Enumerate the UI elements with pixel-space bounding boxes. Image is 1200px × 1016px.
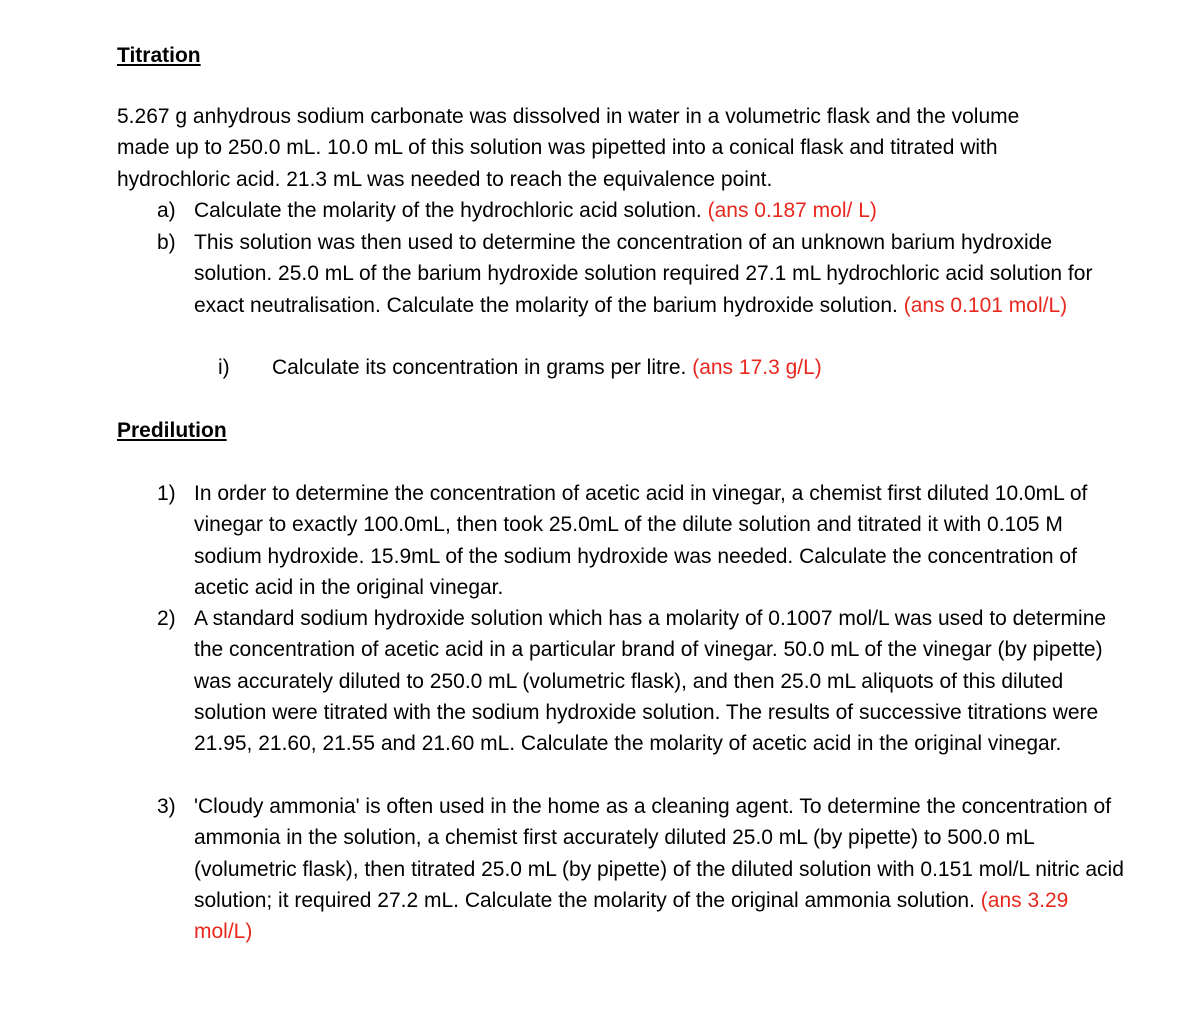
answer-text: (ans 0.187 mol/ L) [707, 199, 877, 222]
titration-intro: 5.267 g anhydrous sodium carbonate was dissolved in water in a volumetric flask and the volume made up to 250.0 mL. 10.0 mL of this solution was pipetted into a conical flask and titrated with hydrochloric acid. 21.3 mL was needed to reach the equivalence point. [117, 105, 1020, 191]
question-label: a) [157, 199, 176, 222]
question-text: A standard sodium hydroxide solution which has a molarity of 0.1007 mol/L was used to determine the concentration of acetic acid in a particular brand of vinegar. 50.0 mL of the vinegar (by pipette) was accurately diluted to 250.0 mL (volumetric flask), and then 25.0 mL aliquots of this diluted solution were titrated with the sodium hydroxide solution. The results of successive titrations were 21.95, 21.60, 21.55 and 21.60 mL. Calculate the molarity of acetic acid in the original vinegar. [194, 607, 1107, 756]
answer-text: (ans 3.29 mol/L) [194, 888, 1069, 944]
question-label: 1) [157, 482, 176, 505]
section-heading-titration: Titration [117, 44, 201, 67]
question-text: 'Cloudy ammonia' is often used in the home as a cleaning agent. To determine the concentration of ammonia in the solution, a chemist first accurately diluted 25.0 mL (by pipette) to 500.0 mL (volumetric flask), then titrated 25.0 mL (by pipette) of the diluted solution with 0.151 mol/L nitric acid solution; it required 27.2 mL. Calculate the molarity of the original ammonia solution. (ans 3.29 mol/L) [194, 795, 1124, 944]
question-label: b) [157, 231, 176, 254]
question-text: This solution was then used to determine the concentration of an unknown barium hydroxide solution. 25.0 mL of the barium hydroxide solution required 27.1 mL hydrochloric acid solution for exact neutralisation. Calculate the molarity of the barium hydroxide solution. (ans 0.101 mol/L) [194, 231, 1093, 317]
question-text: Calculate the molarity of the hydrochloric acid solution. (ans 0.187 mol/ L) [194, 199, 877, 222]
question-label: 3) [157, 795, 176, 818]
answer-text: (ans 0.101 mol/L) [903, 293, 1068, 317]
question-text: Calculate its concentration in grams per litre. (ans 17.3 g/L) [272, 356, 822, 379]
question-text: In order to determine the concentration of acetic acid in vinegar, a chemist first diluted 10.0mL of vinegar to exactly 100.0mL, then took 25.0mL of the dilute solution and titrated it with 0.105 M sodium hydroxide. 15.9mL of the sodium hydroxide was needed. Calculate the concentration of acetic acid in the original vinegar. [194, 482, 1088, 599]
question-label: i) [218, 356, 230, 379]
question-label: 2) [157, 607, 176, 630]
answer-text: (ans 17.3 g/L) [692, 356, 822, 379]
section-heading-predilution: Predilution [117, 419, 227, 442]
